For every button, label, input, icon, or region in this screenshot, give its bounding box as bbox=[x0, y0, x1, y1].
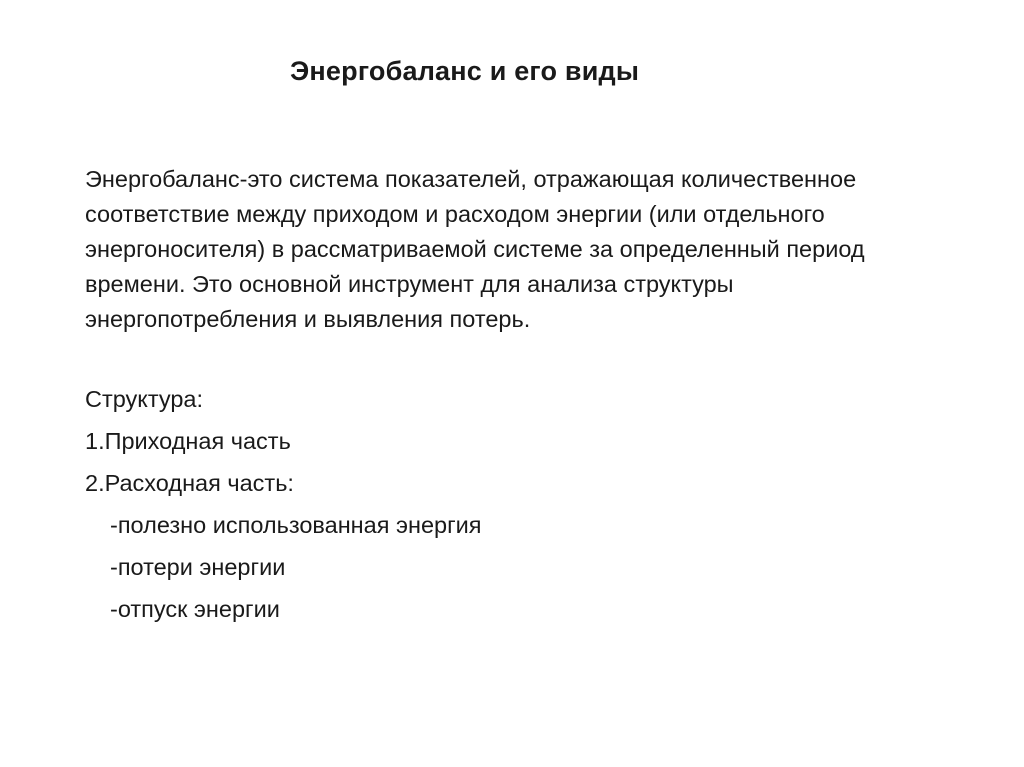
sub-list-item: -потери энергии bbox=[110, 554, 286, 580]
definition-line: Энергобаланс-это система показателей, отражающая количественное bbox=[85, 166, 857, 192]
sub-list-item: -полезно использованная энергия bbox=[110, 512, 482, 538]
structure-list bbox=[85, 378, 482, 630]
structure-heading: Структура: bbox=[85, 386, 204, 412]
definition-paragraph bbox=[85, 162, 985, 337]
list-item: 2.Расходная часть: bbox=[85, 470, 294, 496]
definition-line: энергопотребления и выявления потерь. bbox=[85, 306, 531, 332]
list-item: 1.Приходная часть bbox=[85, 428, 291, 454]
definition-line: соответствие между приходом и расходом энергии (или отдельного bbox=[85, 201, 825, 227]
definition-line: энергоносителя) в рассматриваемой системе за определенный период bbox=[85, 236, 865, 262]
page-title: Энергобаланс и его виды bbox=[290, 56, 640, 86]
definition-line: времени. Это основной инструмент для анализа структуры bbox=[85, 271, 734, 297]
sub-list-item: -отпуск энергии bbox=[110, 596, 280, 622]
